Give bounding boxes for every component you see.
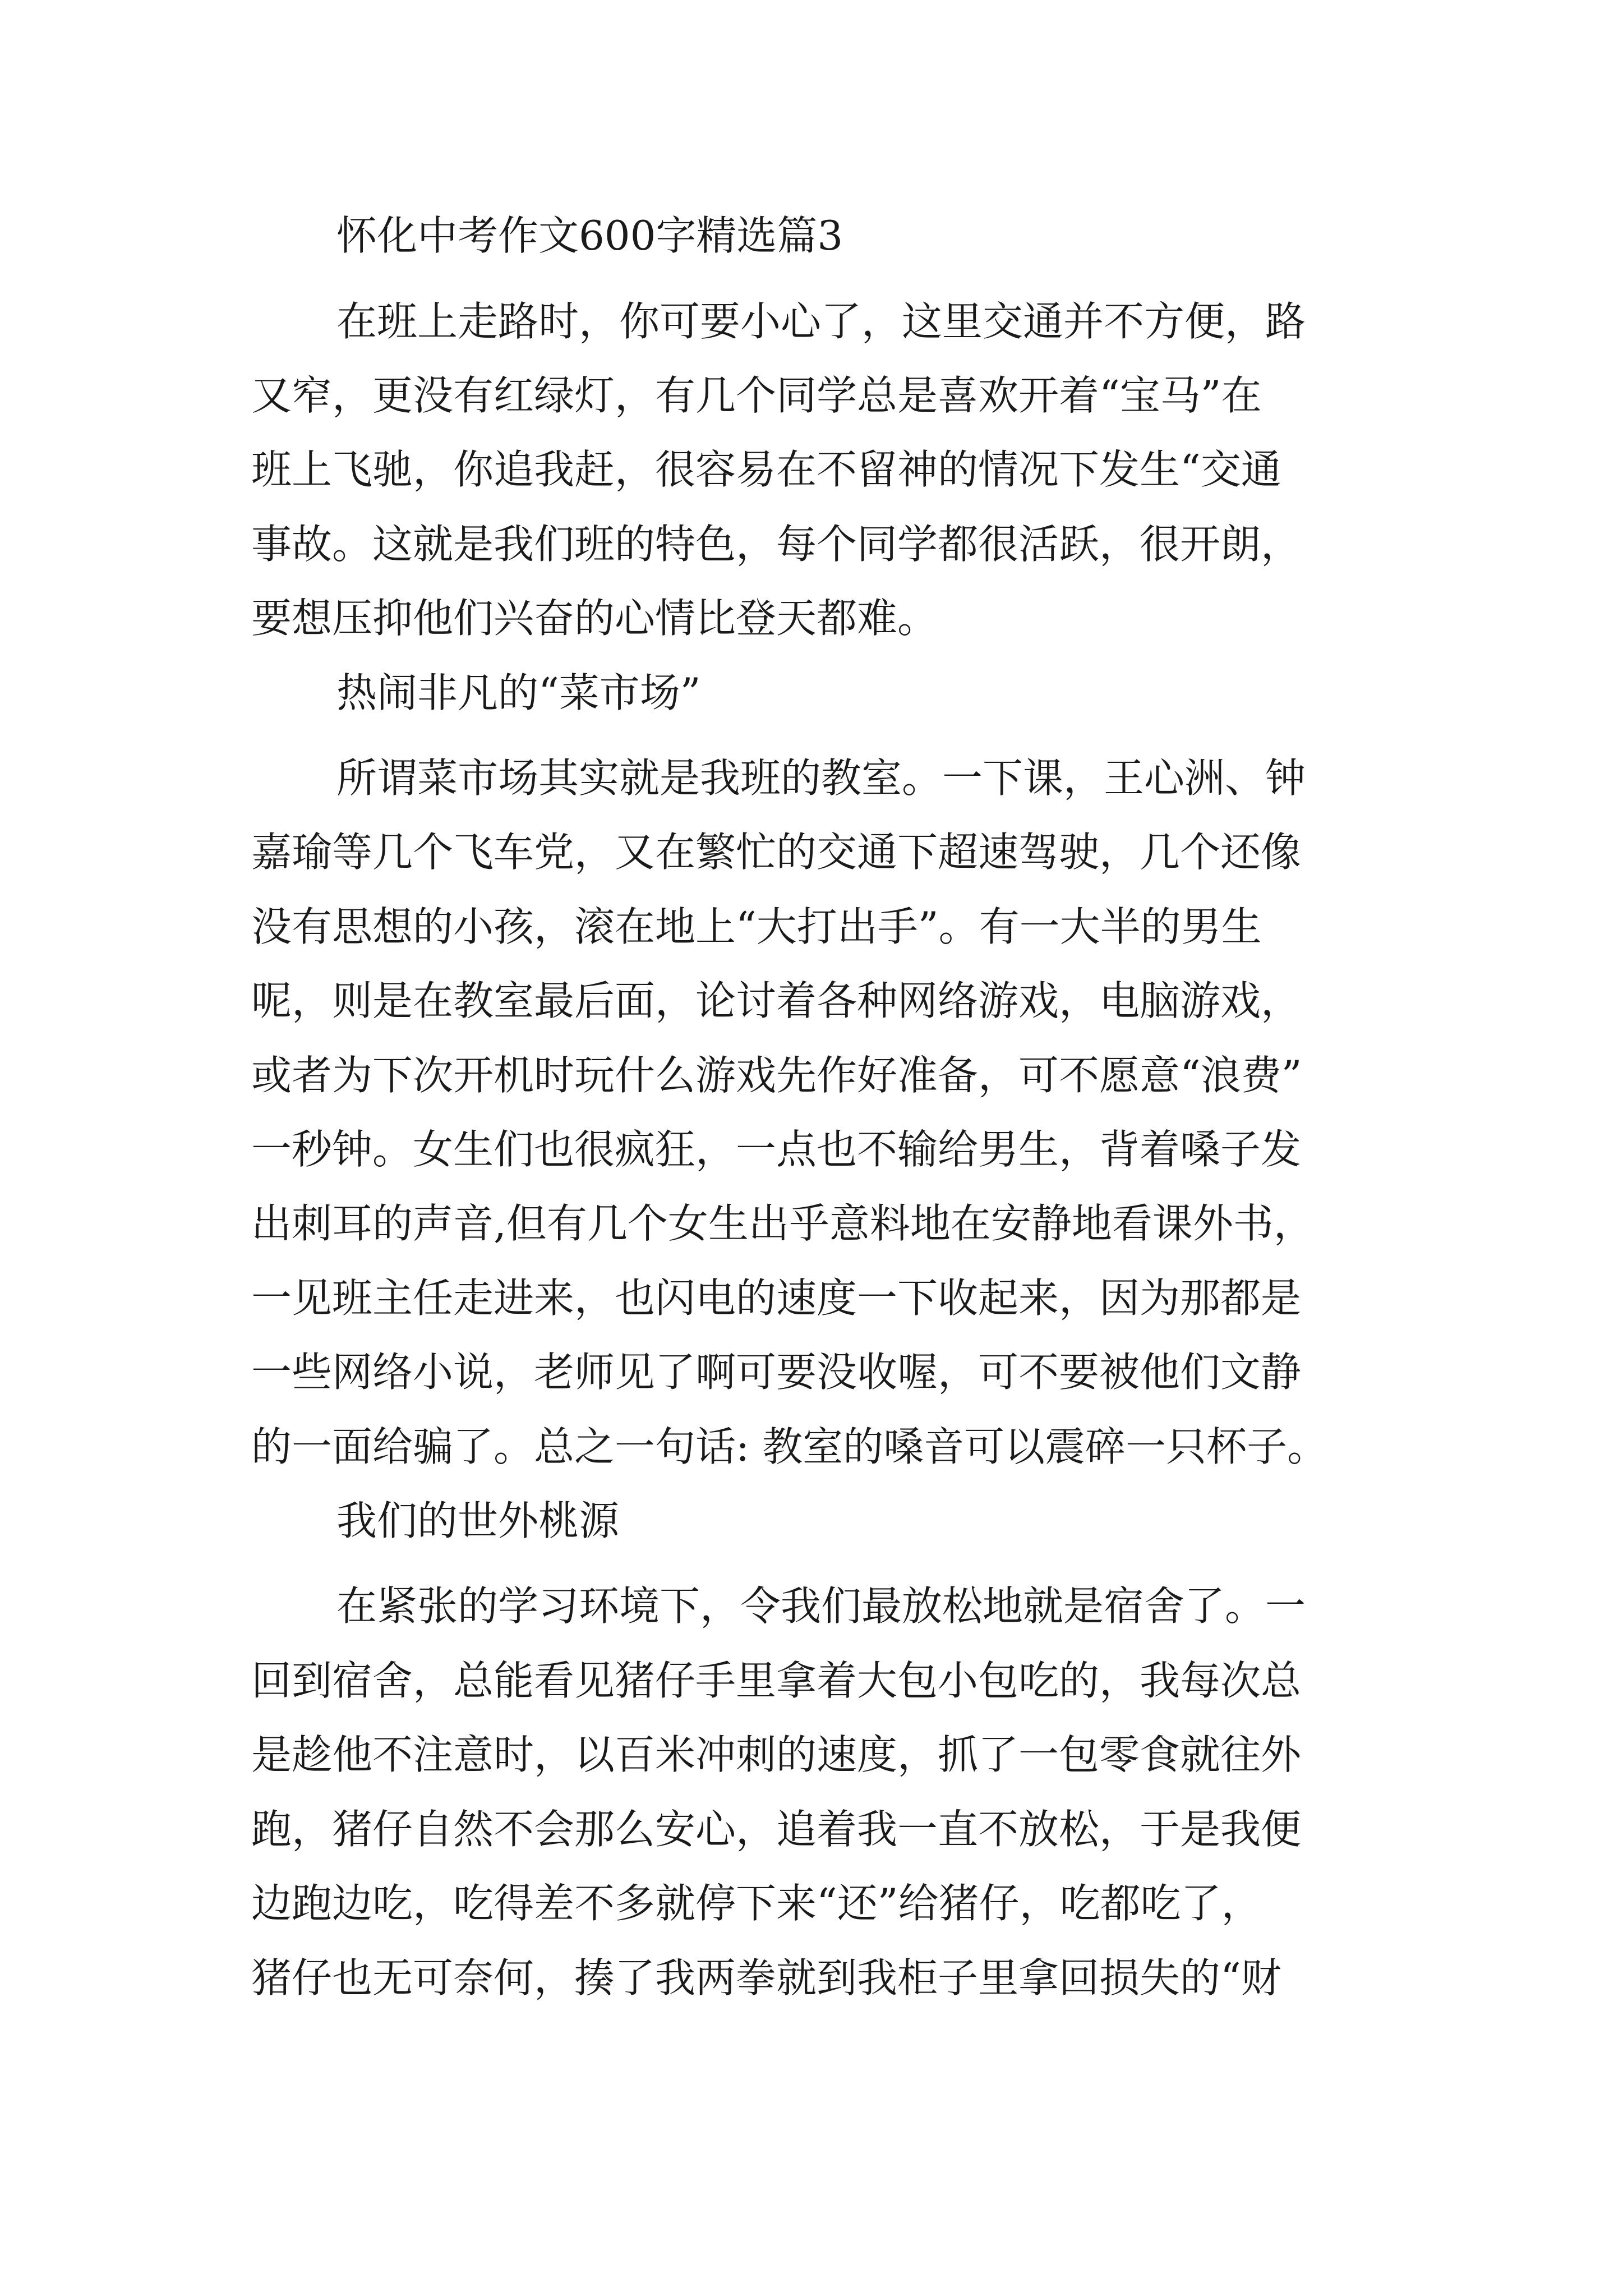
- paragraph-line: 一见班主任走进来，也闪电的速度一下收起来，因为那都是: [251, 1274, 1302, 1322]
- paragraph-line: 没有思想的小孩，滚在地上“大打出手”。有一大半的男生: [251, 903, 1262, 950]
- section-heading: 热闹非凡的“菜市场”: [336, 669, 701, 716]
- paragraph-line: 一些网络小说，老师见了啊可要没收喔，可不要被他们文静: [251, 1349, 1302, 1396]
- paragraph-line: 回到宿舍，总能看见猪仔手里拿着大包小包吃的，我每次总: [251, 1657, 1302, 1704]
- paragraph-line: 嘉瑜等几个飞车党，又在繁忙的交通下超速驾驶，几个还像: [251, 829, 1302, 876]
- paragraph-line: 出刺耳的声音,但有几个女生出乎意料地在安静地看课外书，: [251, 1200, 1314, 1247]
- paragraph-line: 或者为下次开机时玩什么游戏先作好准备，可不愿意“浪费”: [251, 1052, 1302, 1099]
- paragraph-line: 呢，则是在教室最后面，论讨着各种网络游戏，电脑游戏，: [251, 977, 1302, 1024]
- paragraph-line: 所谓菜市场其实就是我班的教室。一下课，王心洲、钟: [336, 754, 1306, 802]
- section-heading: 我们的世外桃源: [336, 1497, 620, 1544]
- paragraph-line: 猪仔也无可奈何，揍了我两拳就到我柜子里拿回损失的“财: [251, 1954, 1281, 2001]
- paragraph-line: 跑，猪仔自然不会那么安心，追着我一直不放松，于是我便: [251, 1806, 1302, 1853]
- paragraph-line: 的一面给骗了。总之一句话: 教室的嗓音可以震碎一只杯子。: [251, 1423, 1328, 1470]
- paragraph-line: 在紧张的学习环境下，令我们最放松地就是宿舍了。一: [336, 1582, 1306, 1630]
- paragraph-line: 班上飞驰，你追我赶，很容易在不留神的情况下发生“交通: [251, 446, 1281, 493]
- section-heading: 怀化中考作文600字精选篇3: [336, 212, 843, 259]
- paragraph-line: 事故。这就是我们班的特色，每个同学都很活跃，很开朗，: [251, 521, 1302, 568]
- paragraph-line: 边跑边吃，吃得差不多就停下来“还”给猪仔，吃都吃了，: [251, 1880, 1262, 1927]
- paragraph-line: 又窄，更没有红绿灯，有几个同学总是喜欢开着“宝马”在: [251, 372, 1262, 419]
- paragraph-line: 一秒钟。女生们也很疯狂，一点也不输给男生，背着嗓子发: [251, 1126, 1302, 1173]
- paragraph-line: 在班上走路时，你可要小心了，这里交通并不方便，路: [336, 298, 1306, 345]
- paragraph-line: 要想压抑他们兴奋的心情比登天都难。: [251, 595, 938, 642]
- paragraph-line: 是趁他不注意时，以百米冲刺的速度，抓了一包零食就往外: [251, 1731, 1302, 1778]
